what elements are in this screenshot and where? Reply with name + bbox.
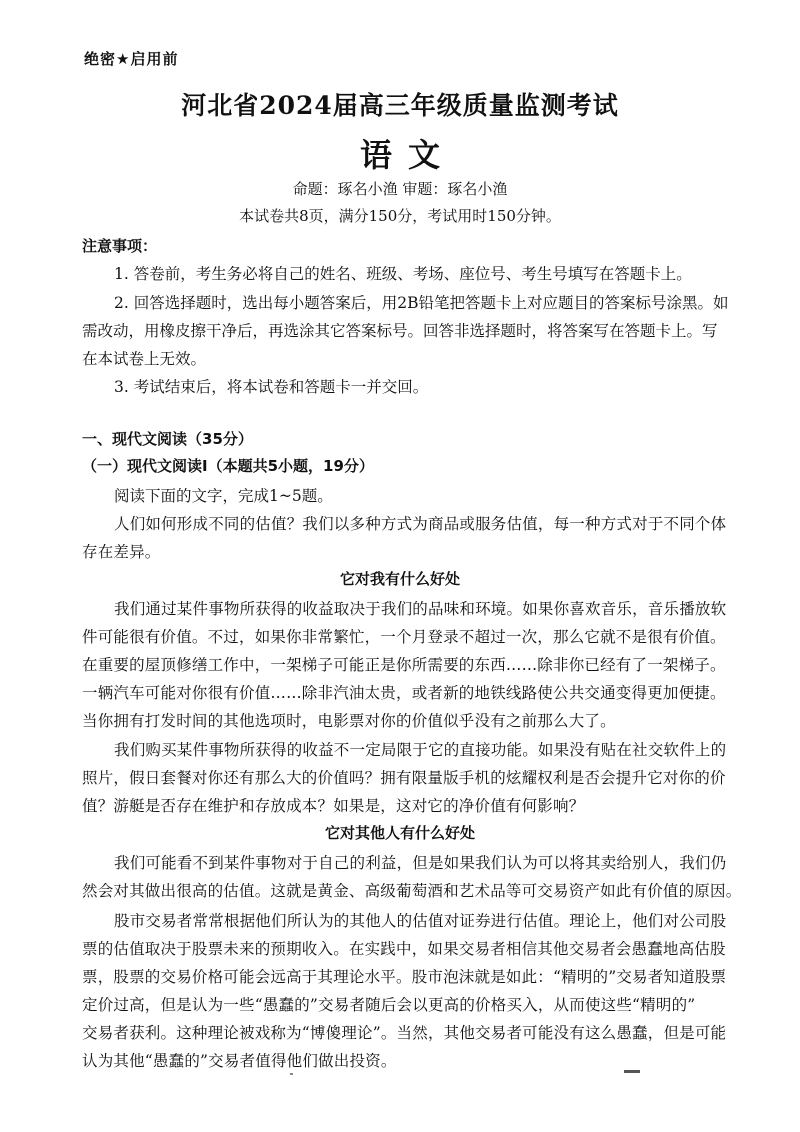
exam-title: 河北省2024届高三年级质量监测考试	[181, 91, 619, 120]
notice-item-3: 3. 考试结束后，将本试卷和答题卡一并交回。	[114, 378, 429, 396]
article-heading-1: 它对我有什么好处	[339, 570, 460, 588]
paragraph-3-line-1: 我们可能看不到某件事物对于自己的利益，但是如果我们认为可以将其卖给别人，我们仍	[114, 854, 727, 872]
paragraph-4-line-4: 定价过高，但是认为一些“愚蠢的”交易者随后会以更高的价格买入，从而使这些“精明的”	[82, 996, 696, 1014]
confidential-label: 绝密★启用前	[84, 50, 179, 68]
notice-item-2-line-3: 在本试卷上无效。	[82, 350, 207, 368]
section-title: 一、现代文阅读（35分）	[82, 430, 253, 448]
paragraph-4-line-3: 票，股票的交易价格可能会远高于其理论水平。股市泡沫就是如此：“精明的”交易者知道股票	[82, 968, 727, 986]
paragraph-2-line-3: 值？游艇是否存在维护和存放成本？如果是，这对它的净价值有何影响？	[82, 797, 585, 815]
paragraph-3-line-2: 然会对其做出很高的估值。这就是黄金、高级葡萄酒和艺术品等可交易资产如此有价值的原因。	[82, 882, 742, 900]
paragraph-4-line-2: 票的估值取决于股票未来的预期收入。在实践中，如果交易者相信其他交易者会愚蠢地高估股	[82, 940, 726, 958]
notice-item-2-line-1: 2. 回答选择题时，选出每小题答案后，用2B铅笔把答题卡上对应题目的答案标号涂黑。如	[114, 294, 729, 312]
notice-item-1: 1. 答卷前，考生务必将自己的姓名、班级、考场、座位号、考生号填写在答题卡上。	[114, 265, 692, 283]
paragraph-1-line-3: 在重要的屋顶修缮工作中，一架梯子可能正是你所需要的东西……除非你已经有了一架梯子。	[82, 656, 726, 674]
paragraph-2-line-1: 我们购买某件事物所获得的收益不一定局限于它的直接功能。如果没有贴在社交软件上的	[114, 741, 727, 759]
paragraph-4-line-1: 股市交易者常常根据他们所认为的其他人的估值对证券进行估值。理论上，他们对公司股	[114, 912, 727, 930]
paragraph-1-line-2: 件可能很有价值。不过，如果你非常繁忙，一个月登录不超过一次，那么它就不是很有价值。	[82, 628, 726, 646]
authors-line: 命题：琢名小渔 审题：琢名小渔	[292, 180, 508, 198]
paragraph-1-line-4: 一辆汽车可能对你很有价值……除非汽油太贵，或者新的地铁线路使公共交通变得更加便捷。	[82, 684, 726, 702]
paragraph-2-line-2: 照片，假日套餐对你还有那么大的价值吗？拥有限量版手机的炫耀权利是否会提升它对你的价	[82, 769, 726, 787]
paragraph-1-line-5: 当你拥有打发时间的其他选项时，电影票对你的价值似乎没有之前那么大了。	[82, 712, 616, 730]
paragraph-4-line-5: 交易者获利。这种理论被戏称为“博傻理论”。当然，其他交易者可能没有这么愚蠢，但是可能	[82, 1024, 727, 1042]
paragraph-1-line-1: 我们通过某件事物所获得的收益取决于我们的品味和环境。如果你喜欢音乐，音乐播放软	[114, 600, 727, 618]
intro-line-1: 人们如何形成不同的估值？我们以多种方式为商品或服务估值，每一种方式对于不同个体	[114, 515, 727, 533]
reading-instruction: 阅读下面的文字，完成1~5题。	[114, 487, 333, 505]
subject-title: 语文	[359, 136, 456, 174]
article-heading-2: 它对其他人有什么好处	[324, 824, 475, 842]
notice-title: 注意事项：	[82, 237, 158, 255]
scan-mark	[624, 1070, 640, 1073]
intro-line-2: 存在差异。	[82, 543, 161, 561]
notice-item-2-line-2: 需改动，用橡皮擦干净后，再选涂其它答案标号。回答非选择题时，将答案写在答题卡上。写	[82, 322, 718, 340]
paragraph-4-line-6: 认为其他“愚蠢的”交易者值得他们做出投资。	[82, 1052, 397, 1070]
subsection-title: （一）现代文阅读Ⅰ（本题共5小题，19分）	[82, 457, 374, 475]
exam-info: 本试卷共8页，满分150分，考试用时150分钟。	[239, 207, 561, 225]
scan-dot	[290, 1073, 293, 1075]
